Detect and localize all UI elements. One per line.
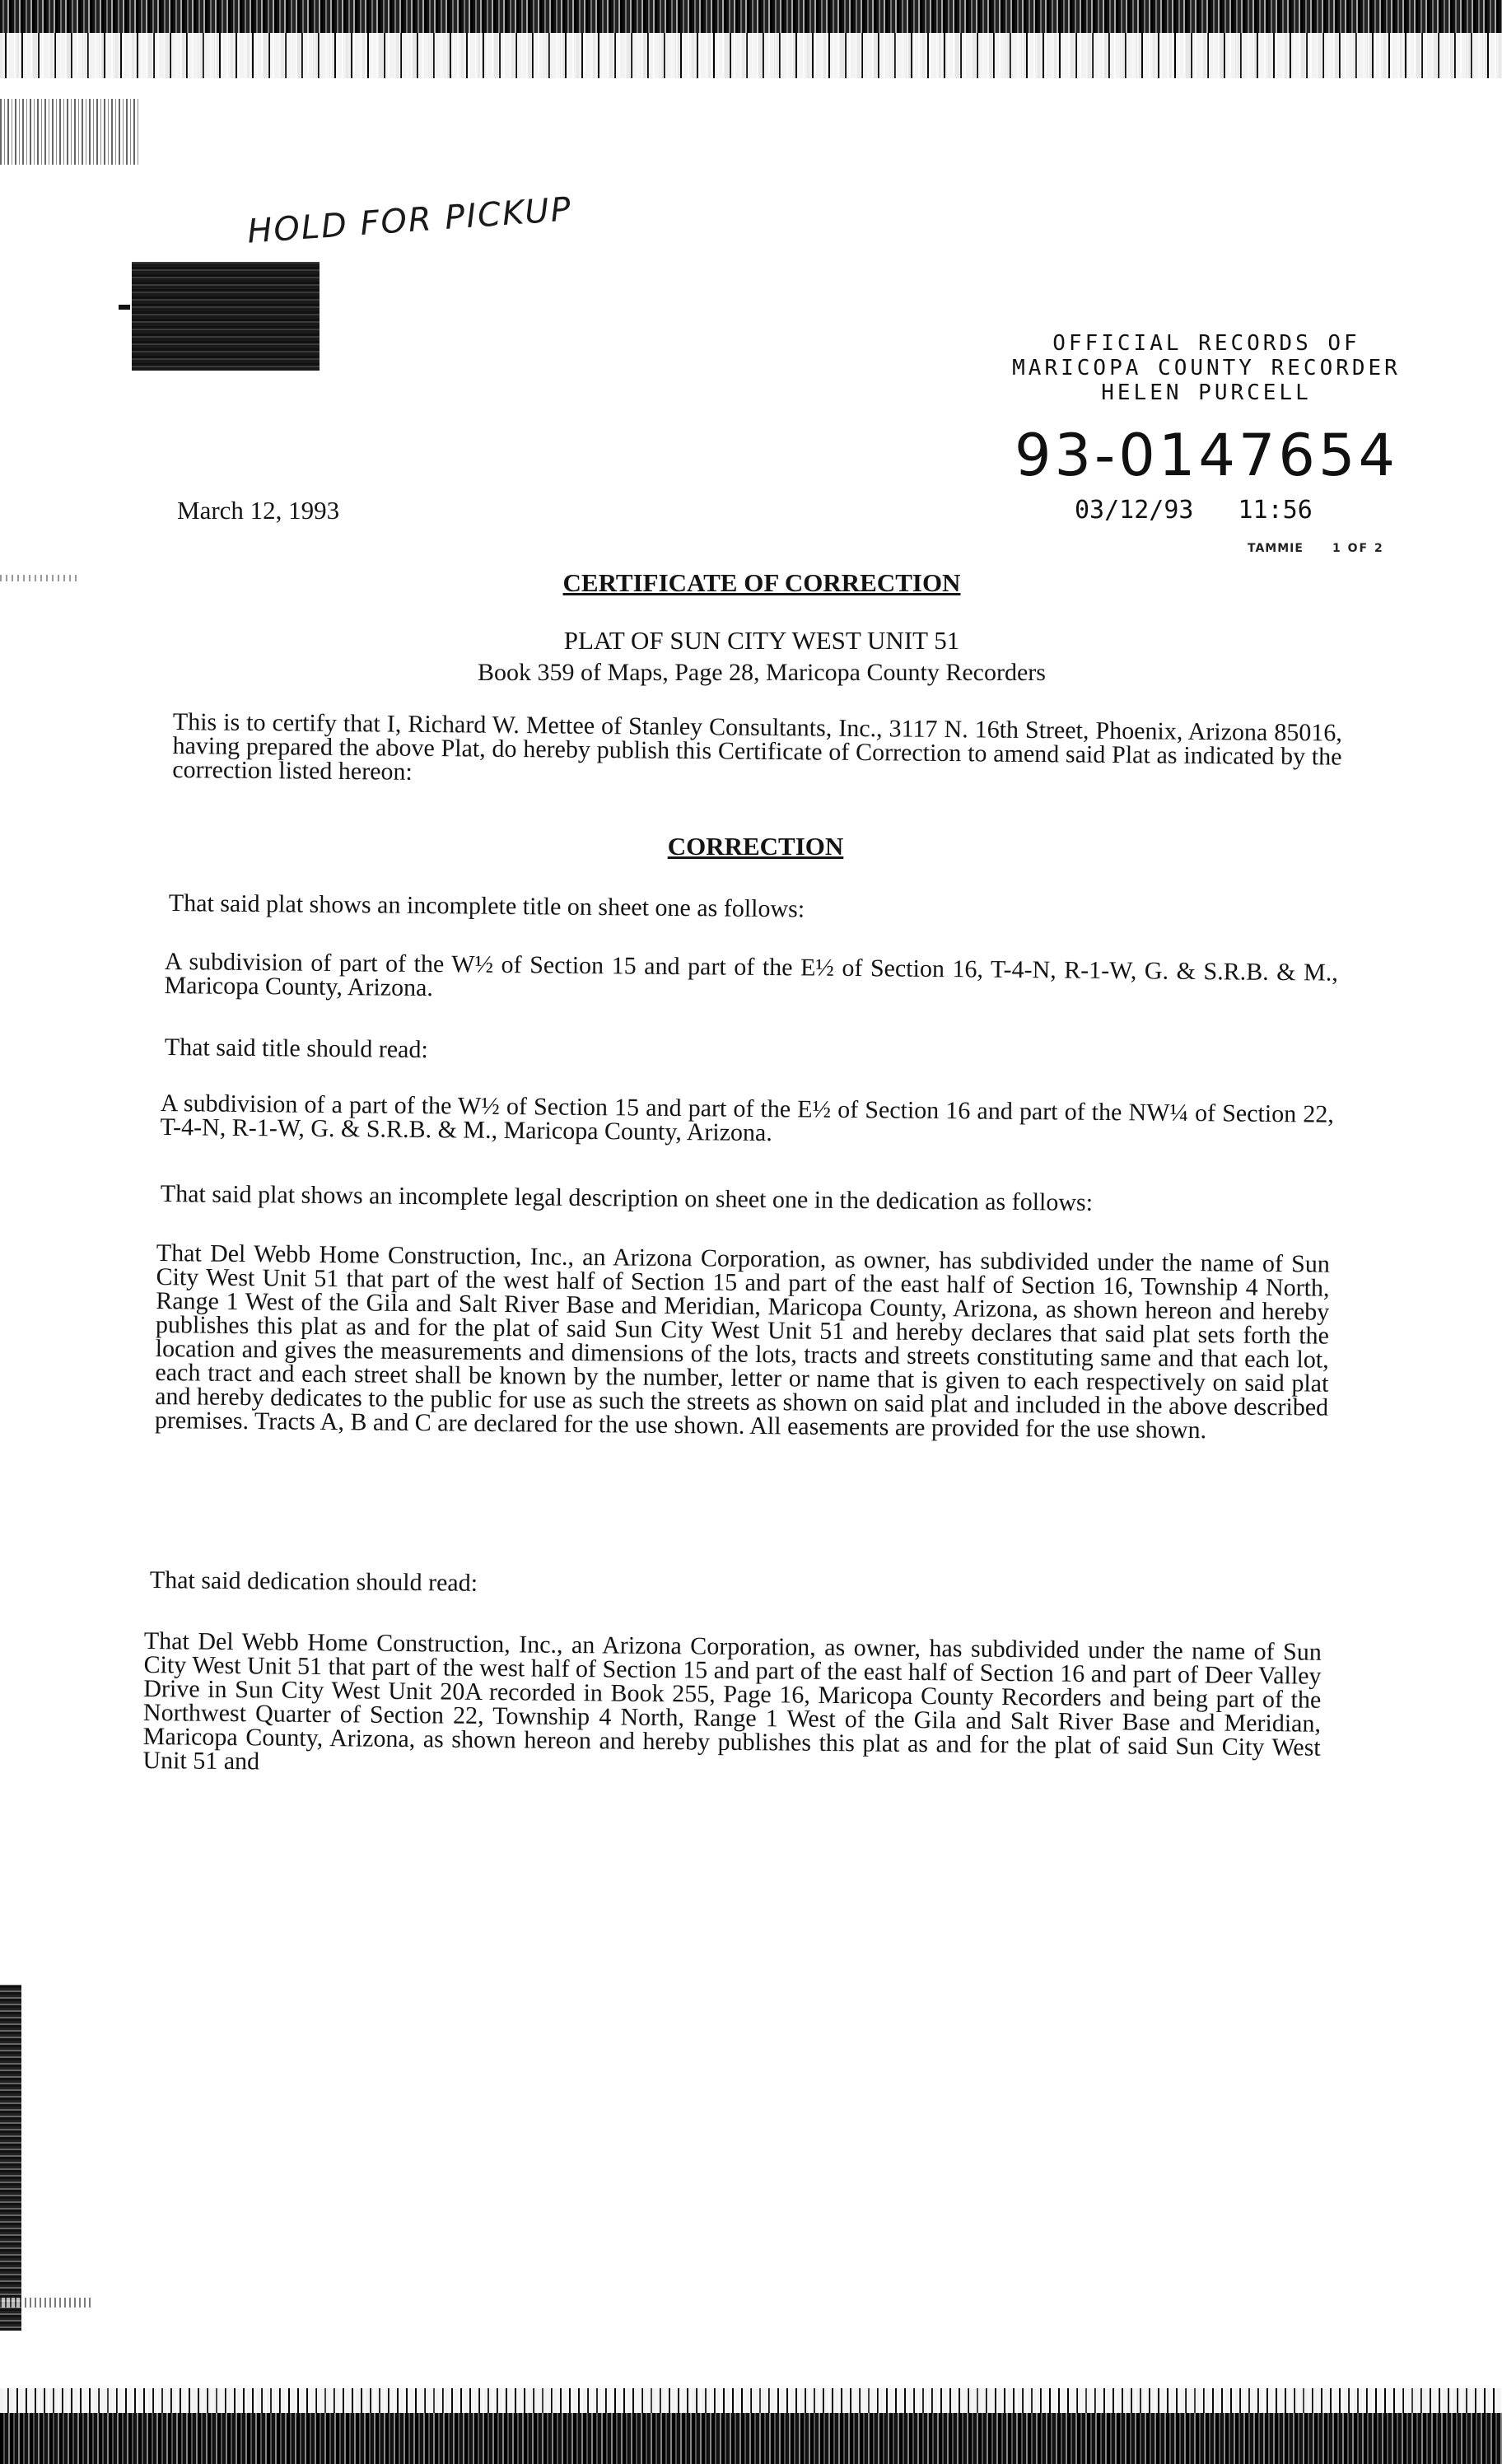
plat-title: PLAT OF SUN CITY WEST UNIT 51 [563, 626, 960, 655]
new-dedication-text: That Del Webb Home Construction, Inc., an Arizona Corporation, as owner, has subdivided under the name of Sun City West Unit 51 that part of the west half of Section 15 and part of the east half of Section 16 and part of Deer Valley Drive in Sun City West Unit 20A recorded in Book 255, Page 16, Maricopa County Recorders and being part of the Northwest Quarter of Section 22, Township 4 North, Range 1 West of the Gila and Salt River Base and Meridian, Maricopa County, Arizona, as shown hereon and hereby publishes this plat as and for the plat of said Sun City West Unit 51 and [142, 1627, 1322, 1776]
redaction-block [132, 262, 320, 371]
recorder-line-3: HELEN PURCELL [1101, 380, 1312, 405]
old-dedication-text: That Del Webb Home Construction, Inc., an Arizona Corporation, as owner, has subdivided under the name of Sun City West Unit 51 that part of the west half of Section 15 and part of the east half of Section 16, Township 4 North, Range 1 West of the Gila and Salt River Base and Meridian, Maricopa County, Arizona, as shown hereon and hereby publishes this plat as and for the plat of said Sun City West Unit 51 and hereby declares that said plat sets forth the location and gives the measurements and dimensions of the lots, tracts and streets constituting same and that each lot, each tract and each street shall be known by the number, letter or name that is given to each respectively on said plat and hereby dedicates to the public for use as such the streets as shown on said plat and included in the above described premises. Tracts A, B and C are declared for the use shown. All easements are provided for the use shown. [154, 1239, 1330, 1444]
handwritten-note: HOLD FOR PICKUP [245, 190, 574, 251]
new-title-text: A subdivision of a part of the W½ of Section 15 and part of the E½ of Section 16 and part of the NW¼ of Section 22, T-4-N, R-1-W, G. & S.R.B. & M., Maricopa County, Arizona. [160, 1090, 1334, 1147]
document-date: March 12, 1993 [177, 496, 340, 525]
record-clerk: TAMMIE [1248, 542, 1304, 555]
record-page-count: 1 OF 2 [1332, 542, 1384, 555]
correction-heading: CORRECTION [667, 832, 844, 861]
scan-noise-left-bottom [0, 1985, 21, 2331]
recorder-line-2: MARICOPA COUNTY RECORDER [1012, 356, 1401, 380]
scan-noise-bottom [0, 2388, 1502, 2464]
incomplete-legal-statement: That said plat shows an incomplete legal description on sheet one in the dedication as follows: [160, 1180, 1094, 1216]
dedication-should-read-statement: That said dedication should read: [149, 1566, 478, 1597]
intro-paragraph: This is to certify that I, Richard W. Mettee of Stanley Consultants, Inc., 3117 N. 16th Street, Phoenix, Arizona 85016, having prepared the above Plat, do hereby publish this Certificate of Correction to amend said Plat as indicated by the correction listed hereon: [172, 708, 1342, 786]
old-title-text: A subdivision of part of the W½ of Section 15 and part of the E½ of Section 16, T-4-N, R-1-W, G. & S.R.B. & M., Maricopa County, Arizona. [164, 948, 1338, 1002]
recorder-stamp [984, 331, 1429, 405]
certificate-title: CERTIFICATE OF CORRECTION [562, 568, 961, 597]
record-time: 11:56 [1238, 496, 1313, 525]
scan-noise-left-top [0, 99, 140, 165]
record-datetime [1075, 496, 1313, 525]
record-date: 03/12/93 [1075, 496, 1194, 525]
scan-noise-left-edge [0, 2298, 91, 2308]
recorder-line-1: OFFICIAL RECORDS OF [1052, 331, 1360, 356]
record-number: 93-0147654 [1014, 422, 1399, 489]
title-should-read-statement: That said title should read: [164, 1034, 428, 1064]
scan-noise-top [0, 0, 1502, 78]
incomplete-title-statement: That said plat shows an incomplete title on sheet one as follows: [168, 889, 805, 923]
plat-reference: Book 359 of Maps, Page 28, Maricopa County Recorders [478, 659, 1046, 686]
